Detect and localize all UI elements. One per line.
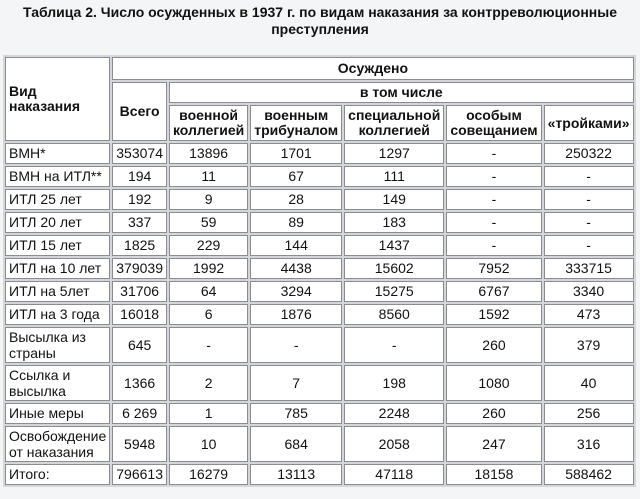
table-row [5,235,634,256]
cell-military-tribunals: 144 [250,235,342,256]
header-military-collegium: военной коллегией [169,105,248,141]
caption-line-1: Таблица 2. Число осужденных в 1937 г. по видам наказания за контрреволюционные [22,4,617,20]
cell-special-council: - [446,235,541,256]
cell-troikas: - [544,235,634,256]
header-convicted: Осуждено [112,57,633,80]
cell-special-collegia: 15602 [344,258,444,279]
cell-special-collegia: 1437 [344,235,444,256]
header-military-tribunals: военным трибуналом [250,105,342,141]
row-label: ИТЛ на 5лет [5,281,110,302]
cell-total: 6 269 [112,403,167,424]
cell-special-council: 18158 [446,464,541,485]
cell-military-tribunals: 1701 [250,143,342,164]
table-row [5,143,634,164]
header-special-council: особым совещанием [446,105,541,141]
cell-troikas: - [544,189,634,210]
cell-special-council: 7952 [446,258,541,279]
table-row [5,258,634,279]
cell-military-tribunals: 3294 [250,281,342,302]
cell-special-council: 260 [446,403,541,424]
cell-special-council: 247 [446,426,541,462]
caption-line-2: преступления [271,21,369,37]
cell-troikas: 40 [544,365,634,401]
cell-special-council: - [446,143,541,164]
header-troikas: «тройками» [544,105,634,141]
row-label: Иные меры [5,403,110,424]
header-total: Всего [112,82,167,141]
cell-troikas: 316 [544,426,634,462]
row-label: Освобождение от наказания [5,426,110,462]
cell-special-collegia: 198 [344,365,444,401]
cell-military-collegium: 59 [169,212,248,233]
cell-military-tribunals: 7 [250,365,342,401]
header-punishment-type: Вид наказания [5,57,110,141]
cell-special-collegia: 2248 [344,403,444,424]
row-label: ВМН на ИТЛ** [5,166,110,187]
row-label: Высылка из страны [5,327,110,363]
cell-military-tribunals: 4438 [250,258,342,279]
cell-military-collegium: - [169,327,248,363]
cell-military-tribunals: 67 [250,166,342,187]
cell-special-council: - [446,189,541,210]
row-label: ИТЛ 20 лет [5,212,110,233]
cell-total: 337 [112,212,167,233]
cell-military-tribunals: 684 [250,426,342,462]
cell-military-collegium: 11 [169,166,248,187]
table-row [5,304,634,325]
cell-special-collegia: 8560 [344,304,444,325]
table-row [5,189,634,210]
cell-total: 796613 [112,464,167,485]
cell-special-collegia: 2058 [344,426,444,462]
table-row [5,464,634,485]
table-row [5,281,634,302]
cell-special-collegia: 111 [344,166,444,187]
cell-troikas: 333715 [544,258,634,279]
cell-total: 5948 [112,426,167,462]
cell-military-collegium: 1 [169,403,248,424]
row-label: ИТЛ на 10 лет [5,258,110,279]
cell-total: 1366 [112,365,167,401]
cell-total: 1825 [112,235,167,256]
table-row [5,426,634,462]
cell-special-council: 260 [446,327,541,363]
cell-military-collegium: 64 [169,281,248,302]
cell-troikas: 250322 [544,143,634,164]
table-row [5,166,634,187]
cell-military-tribunals: 1876 [250,304,342,325]
cell-troikas: - [544,212,634,233]
cell-special-collegia: 183 [344,212,444,233]
header-including: в том числе [169,82,634,103]
table-body [5,143,634,485]
cell-military-tribunals: - [250,327,342,363]
row-label: Ссылка и высылка [5,365,110,401]
cell-special-council: - [446,212,541,233]
row-label: ИТЛ 25 лет [5,189,110,210]
table-caption [0,4,640,38]
cell-military-collegium: 10 [169,426,248,462]
cell-special-council: - [446,166,541,187]
cell-total: 645 [112,327,167,363]
cell-troikas: 379 [544,327,634,363]
cell-troikas: 473 [544,304,634,325]
cell-total: 31706 [112,281,167,302]
cell-military-tribunals: 28 [250,189,342,210]
row-label: ВМН* [5,143,110,164]
cell-military-collegium: 2 [169,365,248,401]
cell-total: 16018 [112,304,167,325]
header-special-collegia: специальной коллегией [344,105,444,141]
cell-total: 379039 [112,258,167,279]
cell-special-council: 1080 [446,365,541,401]
table-row [5,327,634,363]
cell-military-collegium: 9 [169,189,248,210]
cell-troikas: 3340 [544,281,634,302]
cell-military-collegium: 13896 [169,143,248,164]
cell-military-tribunals: 89 [250,212,342,233]
cell-special-collegia: 1297 [344,143,444,164]
cell-troikas: - [544,166,634,187]
cell-total: 353074 [112,143,167,164]
cell-special-council: 1592 [446,304,541,325]
cell-total: 194 [112,166,167,187]
cell-military-collegium: 16279 [169,464,248,485]
cell-military-tribunals: 13113 [250,464,342,485]
cell-military-tribunals: 785 [250,403,342,424]
cell-military-collegium: 1992 [169,258,248,279]
row-label: ИТЛ на 3 года [5,304,110,325]
table-row [5,403,634,424]
cell-special-collegia: 15275 [344,281,444,302]
cell-troikas: 256 [544,403,634,424]
table-row [5,365,634,401]
cell-special-collegia: - [344,327,444,363]
cell-military-collegium: 229 [169,235,248,256]
row-label: Итого: [5,464,110,485]
cell-special-collegia: 47118 [344,464,444,485]
cell-special-council: 6767 [446,281,541,302]
table-row [5,212,634,233]
cell-special-collegia: 149 [344,189,444,210]
sentences-table [3,55,636,487]
cell-military-collegium: 6 [169,304,248,325]
cell-troikas: 588462 [544,464,634,485]
row-label: ИТЛ 15 лет [5,235,110,256]
cell-total: 192 [112,189,167,210]
